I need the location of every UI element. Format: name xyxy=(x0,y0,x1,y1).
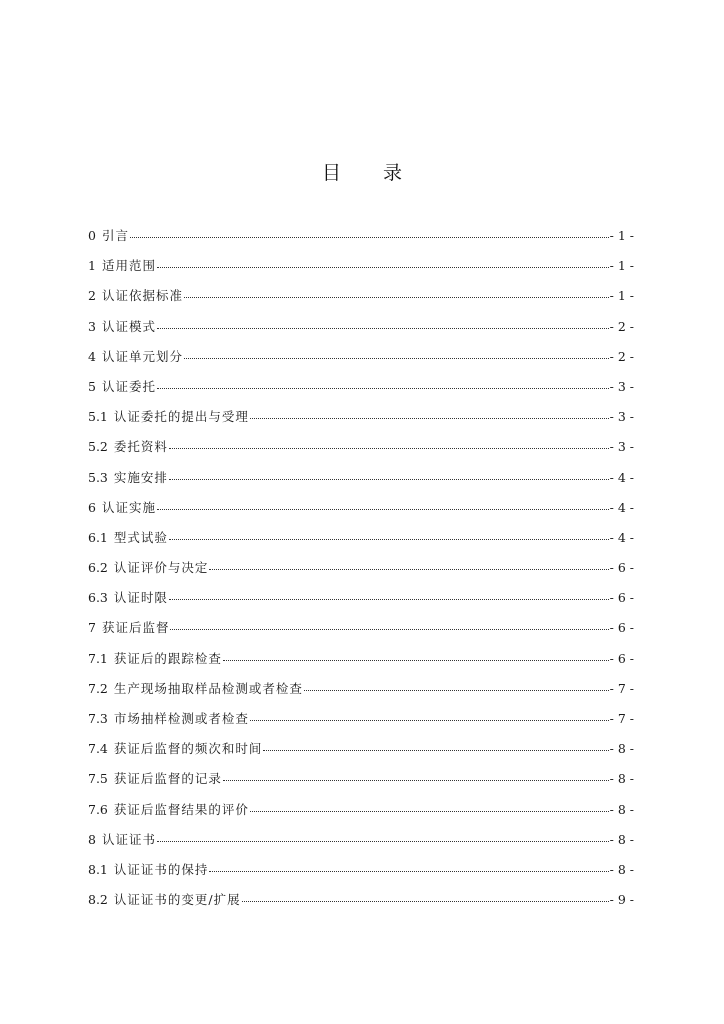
toc-entry-page-number: - 3 - xyxy=(609,439,634,455)
toc-entry-page-number: - 8 - xyxy=(609,771,634,787)
toc-entry-number: 7.6 xyxy=(88,801,108,817)
toc-entry-page-number: - 8 - xyxy=(609,861,634,877)
toc-entry-number: 6.2 xyxy=(88,560,108,576)
toc-entry[interactable] xyxy=(88,679,634,709)
toc-entry-number: 4 xyxy=(88,348,96,364)
toc-entry-title: 获证后的跟踪检查 xyxy=(113,650,222,666)
dot-leader xyxy=(157,828,609,842)
toc-entry-page-number: - 4 - xyxy=(609,469,634,485)
page-title: 目 录 xyxy=(321,162,421,184)
toc-entry-page-number: - 2 - xyxy=(609,348,634,364)
dot-leader xyxy=(169,466,609,480)
toc-entry-number: 3 xyxy=(88,318,96,334)
dot-leader xyxy=(209,556,608,570)
toc-entry-title: 获证后监督的频次和时间 xyxy=(113,741,263,757)
toc-entry-page-number: - 6 - xyxy=(609,620,634,636)
dot-leader xyxy=(157,254,609,268)
toc-entry-title: 获证后监督的记录 xyxy=(113,771,222,787)
toc-entry[interactable] xyxy=(88,739,634,769)
toc-entry[interactable] xyxy=(88,286,634,316)
toc-entry-title: 认证委托 xyxy=(101,378,156,394)
toc-entry-page-number: - 4 - xyxy=(609,499,634,515)
toc-entry[interactable] xyxy=(88,649,634,679)
table-of-contents xyxy=(88,226,634,920)
toc-entry[interactable] xyxy=(88,407,634,437)
dot-leader xyxy=(304,677,609,691)
toc-entry-number: 2 xyxy=(88,288,96,304)
toc-entry-page-number: - 1 - xyxy=(609,228,634,243)
toc-entry[interactable] xyxy=(88,468,634,498)
toc-entry-number: 7.3 xyxy=(88,711,108,726)
toc-entry-page-number: - 8 - xyxy=(609,831,634,847)
dot-leader xyxy=(263,737,608,751)
dot-leader xyxy=(169,586,609,600)
toc-entry-number: 8.1 xyxy=(88,861,108,877)
toc-entry-title: 委托资料 xyxy=(113,439,168,455)
toc-entry-page-number: - 3 - xyxy=(609,378,634,394)
toc-entry[interactable] xyxy=(88,800,634,830)
dot-leader xyxy=(250,798,609,812)
dot-leader xyxy=(250,405,609,419)
toc-entry-page-number: - 6 - xyxy=(609,560,634,576)
toc-entry-title: 实施安排 xyxy=(113,469,168,485)
dot-leader xyxy=(157,315,609,329)
toc-entry-page-number: - 6 - xyxy=(609,650,634,666)
toc-entry-number: 6.3 xyxy=(88,590,108,606)
dot-leader xyxy=(157,375,609,389)
dot-leader xyxy=(130,224,609,238)
toc-entry-page-number: - 6 - xyxy=(609,590,634,606)
toc-entry[interactable] xyxy=(88,528,634,558)
toc-entry-number: 7 xyxy=(88,620,96,636)
dot-leader xyxy=(169,435,609,449)
toc-entry-number: 6 xyxy=(88,499,96,515)
toc-entry-page-number: - 3 - xyxy=(609,409,634,425)
dot-leader xyxy=(223,767,609,781)
toc-entry-page-number: - 8 - xyxy=(609,741,634,757)
toc-entry-number: 7.2 xyxy=(88,680,108,696)
toc-entry[interactable] xyxy=(88,558,634,588)
toc-entry-number: 0 xyxy=(88,228,96,243)
toc-entry-number: 7.5 xyxy=(88,771,108,787)
toc-entry-number: 5 xyxy=(88,378,96,394)
toc-entry[interactable] xyxy=(88,347,634,377)
dot-leader xyxy=(184,284,609,298)
dot-leader xyxy=(209,858,608,872)
toc-entry-title: 市场抽样检测或者检查 xyxy=(113,711,249,726)
toc-entry-title: 认证证书的保持 xyxy=(113,861,209,877)
toc-entry[interactable] xyxy=(88,498,634,528)
toc-entry-number: 8 xyxy=(88,831,96,847)
toc-entry[interactable] xyxy=(88,769,634,799)
toc-entry-title: 认证证书的变更/扩展 xyxy=(113,892,241,908)
toc-entry[interactable] xyxy=(88,377,634,407)
toc-entry-title: 认证时限 xyxy=(113,590,168,606)
toc-entry-page-number: - 2 - xyxy=(609,318,634,334)
toc-entry-number: 6.1 xyxy=(88,529,108,545)
dot-leader xyxy=(169,526,609,540)
toc-entry-title: 适用范围 xyxy=(101,258,156,274)
toc-entry-number: 5.1 xyxy=(88,409,108,425)
toc-entry-title: 认证实施 xyxy=(101,499,156,515)
toc-entry-title: 获证后监督 xyxy=(101,620,170,636)
toc-entry-title: 认证模式 xyxy=(101,318,156,334)
toc-entry-number: 8.2 xyxy=(88,892,108,908)
toc-entry-title: 认证委托的提出与受理 xyxy=(113,409,249,425)
toc-entry-page-number: - 4 - xyxy=(609,529,634,545)
dot-leader xyxy=(223,647,609,661)
toc-entry-title: 认证评价与决定 xyxy=(113,560,209,576)
toc-entry-page-number: - 1 - xyxy=(609,258,634,274)
toc-entry[interactable] xyxy=(88,588,634,618)
toc-entry-number: 5.3 xyxy=(88,469,108,485)
toc-entry[interactable] xyxy=(88,437,634,467)
dot-leader xyxy=(250,707,609,721)
toc-entry-number: 7.4 xyxy=(88,741,108,757)
toc-entry-title: 认证证书 xyxy=(101,831,156,847)
toc-entry-page-number: - 7 - xyxy=(609,711,634,726)
toc-entry[interactable] xyxy=(88,860,634,890)
toc-entry-title: 认证依据标准 xyxy=(101,288,183,304)
toc-entry-page-number: - 1 - xyxy=(609,288,634,304)
toc-entry[interactable] xyxy=(88,830,634,860)
toc-entry[interactable] xyxy=(88,226,634,256)
toc-entry-page-number: - 9 - xyxy=(609,892,634,908)
toc-entry-title: 型式试验 xyxy=(113,529,168,545)
toc-entry-number: 5.2 xyxy=(88,439,108,455)
dot-leader xyxy=(157,496,609,510)
toc-entry[interactable] xyxy=(88,709,634,739)
toc-entry-page-number: - 7 - xyxy=(609,680,634,696)
toc-entry-title: 获证后监督结果的评价 xyxy=(113,801,249,817)
toc-entry-title: 认证单元划分 xyxy=(101,348,183,364)
toc-entry[interactable] xyxy=(88,890,634,920)
dot-leader xyxy=(242,888,609,902)
dot-leader xyxy=(184,345,609,359)
toc-entry-title: 生产现场抽取样品检测或者检查 xyxy=(113,680,303,696)
toc-entry-page-number: - 8 - xyxy=(609,801,634,817)
toc-entry-title: 引言 xyxy=(101,228,129,243)
toc-entry[interactable] xyxy=(88,618,634,648)
dot-leader xyxy=(170,616,608,630)
toc-entry-number: 7.1 xyxy=(88,650,108,666)
toc-entry-number: 1 xyxy=(88,258,96,274)
toc-entry[interactable] xyxy=(88,317,634,347)
toc-entry[interactable] xyxy=(88,256,634,286)
